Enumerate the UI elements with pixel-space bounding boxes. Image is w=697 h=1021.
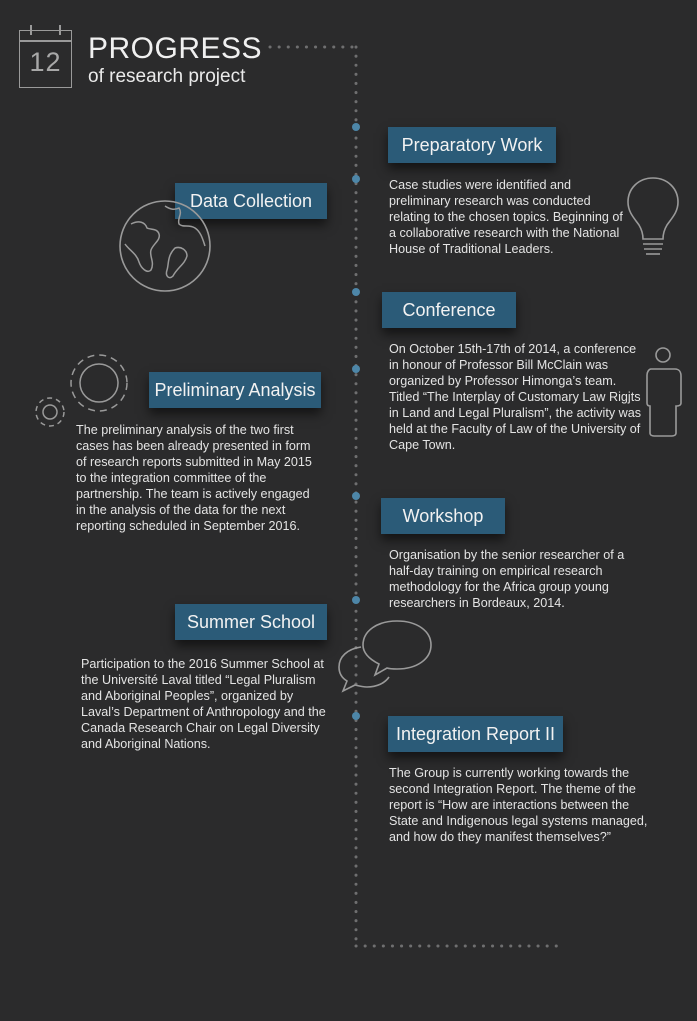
- description-integration-report: The Group is currently working towards the second Integration Report. The theme of the report is “How are interactions between the State and Indigenous legal systems managed, and how do they manifest themselves?”: [389, 766, 648, 844]
- description-preliminary-analysis: The preliminary analysis of the two first cases has been already presented in form of research reports submitted in May 2015 to the integration committee of the partnership. The team is actively engaged in the analysis of the data for the next reporting scheduled in September 2016.: [76, 423, 312, 533]
- banner-preparatory-work: Preparatory Work: [388, 127, 556, 163]
- calendar-number: 12: [29, 47, 62, 77]
- speech-bubbles-icon: [335, 617, 435, 695]
- description-workshop: Organisation by the senior researcher of a half-day training on empirical research methodology for the Africa group young researchers in Bordeaux, 2014.: [389, 548, 625, 610]
- description-conference: On October 15th-17th of 2014, a conference in honour of Professor Bill McClain was organized by Professor Himonga’s team. Titled “The Interplay of Customary Law Rigjts in Land and Legal Pluralism”, the activity was held at the Faculty of Law of the University of Cape Town.: [389, 342, 642, 452]
- timeline-dot: [352, 365, 360, 373]
- globe-icon: [117, 198, 213, 294]
- timeline-dot: [352, 288, 360, 296]
- timeline-dot: [352, 492, 360, 500]
- timeline-dot: [352, 596, 360, 604]
- timeline-dot: [352, 712, 360, 720]
- lightbulb-icon: [625, 175, 681, 261]
- banner-data-collection: Data Collection: [175, 183, 327, 219]
- banner-preliminary-analysis: Preliminary Analysis: [149, 372, 321, 408]
- timeline-dot: [352, 175, 360, 183]
- gears-icon: [26, 348, 138, 438]
- description-summer-school: Participation to the 2016 Summer School at the Université Laval titled “Legal Pluralism and Aboriginal Peoples”, organized by Laval’s Department of Anthropology and the Canada Research Chair on Legal Diversity and Aboriginal Nations.: [81, 657, 326, 751]
- banner-conference: Conference: [382, 292, 516, 328]
- banner-integration-report: Integration Report II: [388, 716, 563, 752]
- timeline-dot: [352, 123, 360, 131]
- description-preparatory-work: Case studies were identified and preliminary research was conducted relating to the chosen topics. Beginning of a collaborative research with the National House of Traditional Leaders.: [389, 178, 623, 256]
- page-subtitle: of research project: [88, 66, 246, 87]
- banner-workshop: Workshop: [381, 498, 505, 534]
- person-icon: [645, 345, 685, 439]
- page-title: PROGRESS: [88, 32, 263, 65]
- banner-summer-school: Summer School: [175, 604, 327, 640]
